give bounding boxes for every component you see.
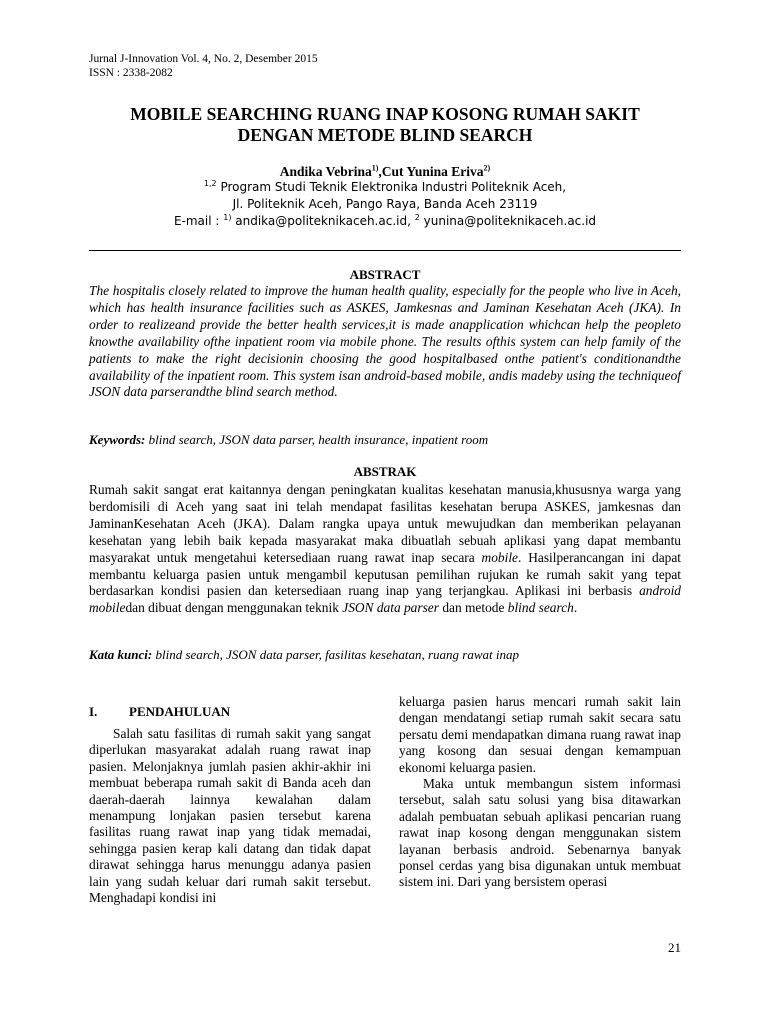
abstrak-part-1: Rumah sakit sangat erat kaitannya dengan peningkatan kualitas kesehatan manusia,khususnya warga yang berdomisili di Aceh yang saat ini telah mendapat fasilitas kesehatan berupa ASKES, jamkesnas dan JaminanKesehatan Aceh (JKA). Dalam rangka upaya untuk mewujudkan dan memberikan pelayanan kesehatan yang lebih baik kepada masyarakat maka dibuatlah sebuah aplikasi yang dapat membantu masyarakat untuk mengetahui ketersediaan ruang rawat inap secara — [89, 482, 681, 565]
author-1: Andika Vebrina — [279, 164, 372, 179]
title-line-1: MOBILE SEARCHING RUANG INAP KOSONG RUMAH SAKIT — [130, 104, 640, 124]
abstrak-part-2: . Hasilperancangan ini dapat membantu keluarga pasien untuk mengambil keputusan pemilihan rujukan ke rumah sakit yang tepat berdasarkan kondisi pasien dan ketersediaan ruang inap yang terjangkau. Aplikasi ini berbasis — [89, 549, 681, 599]
keywords-line — [89, 432, 681, 448]
affiliation-email — [89, 213, 681, 230]
email-2-marker: 2 — [414, 213, 420, 222]
author-2-marker: 2) — [483, 163, 491, 173]
kata-kunci-line — [89, 647, 681, 663]
right-column — [399, 694, 681, 891]
right-paragraph-1: keluarga pasien harus mencari rumah sakit lain dengan mendatangi setiap rumah sakit secara satu persatu demi mendapatkan dimana ruang rawat inap yang kosong dan sesuai dengan kemampuan ekonomi keluarga pasien. — [399, 694, 681, 775]
email-1: andika@politeknikaceh.ac.id, — [231, 214, 415, 228]
abstrak-body — [89, 482, 681, 617]
affiliation-line-1 — [89, 179, 681, 196]
abstrak-part-5: . — [573, 600, 578, 616]
email-label: E-mail : — [173, 214, 224, 228]
abstract-body: The hospitalis closely related to improve the human health quality, especially for the people who live in Aceh, which has health insurance facilities such as ASKES, Jamkesnas and Jaminan Kesehatan Aceh (JKA). In order to realizeand provide the better health services,it is made anapplication whichcan help the peopleto knowthe availability ofthe inpatient room via mobile phone. The results ofthis system can help family of the patients to make the right decisionin choosing the good hospitalbased onthe patient's conditionandthe availability of the inpatient room. This system isan android-based mobile, andis madeby using the techniqueof JSON data parserandthe blind search method. — [89, 283, 681, 400]
title-line-2: DENGAN METODE BLIND SEARCH — [237, 125, 533, 145]
journal-header — [89, 52, 318, 80]
author-2: Cut Yunina Eriva — [381, 164, 484, 179]
author-1-marker: 1) — [371, 163, 379, 173]
section-title: PENDAHULUAN — [129, 704, 231, 719]
left-column — [89, 726, 371, 906]
paper-title — [89, 104, 681, 146]
keywords-label: Keywords: — [89, 432, 146, 447]
email-2: yunina@politeknikaceh.ac.id — [419, 214, 597, 228]
abstrak-term-android: android mobile — [89, 583, 681, 616]
abstrak-term-blind: blind search — [507, 600, 574, 616]
abstrak-term-mobile: mobile — [481, 549, 518, 565]
email-1-marker: 1) — [223, 213, 232, 222]
abstrak-part-3: dan dibuat dengan menggunakan teknik — [125, 600, 343, 616]
abstract-heading: ABSTRACT — [349, 267, 421, 282]
kata-kunci-text: blind search, JSON data parser, fasilitas kesehatan, ruang rawat inap — [152, 647, 519, 662]
page-number: 21 — [668, 940, 681, 955]
section-number: I. — [89, 704, 98, 719]
keywords-text: blind search, JSON data parser, health insurance, inpatient room — [145, 432, 489, 447]
author-separator: , — [378, 164, 382, 179]
abstrak-part-4: dan metode — [438, 600, 508, 616]
kata-kunci-label: Kata kunci: — [89, 647, 153, 662]
abstrak-heading: ABSTRAK — [353, 464, 417, 479]
affiliation-marker: 1,2 — [203, 179, 217, 188]
header-divider — [89, 250, 681, 251]
affiliation-block — [89, 179, 681, 230]
left-paragraph: Salah satu fasilitas di rumah sakit yang sangat diperlukan masyarakat adalah ruang rawat inap pasien. Melonjaknya jumlah pasien akhir-akhir ini membuat beberapa rumah sakit di Banda aceh dan daerah-daerah lainnya kewalahan dalam menampung lonjakan pasien tersebut karena fasilitas ruang rawat inap yang tidak memadai, sehingga pasien kerap kali datang dan tidak dapat dirawat sehingga harus menunggu adanya pasien lain yang sudah keluar dari rumah sakit tersebut. Menghadapi kondisi ini — [89, 726, 371, 906]
journal-issn: ISSN : 2338-2082 — [89, 67, 173, 79]
abstrak-term-json: JSON data parser — [342, 600, 439, 616]
affiliation-institution: Program Studi Teknik Elektronika Industri Politeknik Aceh, — [216, 180, 567, 194]
section-heading — [89, 704, 230, 720]
journal-citation: Jurnal J-Innovation Vol. 4, No. 2, Desember 2015 — [89, 53, 318, 65]
author-list — [89, 163, 681, 180]
affiliation-address: Jl. Politeknik Aceh, Pango Raya, Banda Aceh 23119 — [232, 197, 538, 211]
right-paragraph-2: Maka untuk membangun sistem informasi tersebut, salah satu solusi yang bisa ditawarkan adalah pembuatan sebuah aplikasi pencarian ruang rawat inap kosong dengan menggunakan sistem layanan berbasis android. Sebenarnya banyak ponsel cerdas yang bisa digunakan untuk membuat sistem ini. Dari yang bersistem operasi — [399, 776, 681, 890]
